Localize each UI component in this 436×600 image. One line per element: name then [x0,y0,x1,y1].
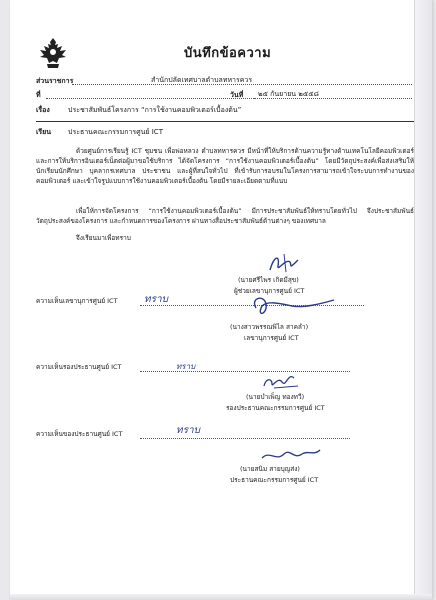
signature-3 [258,368,302,394]
memo-title: บันทึกข้อความ [184,46,272,61]
agency-value: สำนักปลัดเทศบาลตำบลทหารควร [151,76,253,84]
memo-page [10,0,432,600]
agency-label: ส่วนราชการ [36,77,74,85]
closing-line: จึงเรียนมาเพื่อทราบ [76,234,131,242]
signer-2-title: เลขานุการศูนย์ ICT [244,334,299,342]
ref-line [46,98,256,99]
date-value: ๒๕ กันยายน ๒๕๕๘ [258,90,319,98]
signer-1-title: ผู้ช่วยเลขานุการศูนย์ ICT [234,287,305,295]
comment-3-line [140,438,350,439]
to-label: เรียน [36,128,52,136]
signer-4-title: ประธานคณะกรรมการศูนย์ ICT [230,476,319,484]
comment-1-label: ความเห็นเลขานุการศูนย์ ICT [36,297,118,305]
signer-3-name: (นายบำเพ็ญ ทองทวี) [246,393,305,401]
signature-4 [258,444,322,466]
page-edge-shadow [414,0,432,600]
signature-2 [242,292,338,322]
signer-2-name: (นางสาวพรรณพิไล สาคลำ) [230,323,309,331]
date-label: วันที่ [230,91,244,99]
comment-1-handwriting: ทราบ [144,294,168,305]
body-paragraph-2: เพื่อให้การจัดโครงการ “การใช้งานคอมพิวเตอร์เบื้องต้น” มีการประชาสัมพันธ์ให้ทราบโดยทั่วไป จึงประชาสัมพันธ์วัตถุประสงค์ของโครงการ และกำหนดการของโครงการ ผ่านทางสื่อประชาสัมพันธ์ด้านต่างๆ ของเทศบาล [36,207,414,225]
comment-2-handwriting: ทราบ [176,362,196,371]
comment-2-label: ความเห็นรองประธานศูนย์ ICT [36,363,122,371]
ref-label: ที่ [36,91,41,99]
page-bottom-shadow [10,594,432,600]
signer-1-name: (นายศรีไพร เกิดมีสุข) [238,276,299,284]
signature-1 [264,252,304,276]
signer-3-title: รองประธานคณะกรรมการศูนย์ ICT [226,404,325,412]
body-paragraph-1: ด้วยศูนย์การเรียนรู้ ICT ชุมชน เพื่อพ่อหลวง ตำบลทหารควร มีหน้าที่ให้บริการด้านความรู้ทางด้านเทคโนโลยีคอมพิวเตอร์ และการให้บริการอินเตอร์เน็ตต่อผู้มาขอใช้บริการ ได้จัดโครงการ “การใช้งานคอมพิวเตอร์เบื้องต้น” โดยมีวัตถุประสงค์เพื่อส่งเสริมให้นักเรียนนักศึกษา บุคลากรเทศบาล ประชาชน และผู้ที่สนใจทั่วไป ที่เข้ารับการอบรมในโครงการสามารถเข้าใจระบบการทำงานของคอมพิวเตอร์ และเข้าใจรูปแบบการใช้งานคอมพิวเตอร์เบื้องต้น โดยมีรายละเอียดตามที่แนบ [36,147,414,185]
signer-4-name: (นายสนิม สายบุญส่ง) [240,465,300,473]
garuda-emblem-icon [38,36,68,70]
subject-value: ประชาสัมพันธ์โครงการ “การใช้งานคอมพิวเตอร์เบื้องต้น” [68,106,242,114]
header-divider [36,121,414,122]
comment-3-label: ความเห็นของประธานศูนย์ ICT [36,430,123,438]
to-value: ประธานคณะกรรมการศูนย์ ICT [68,128,163,136]
comment-3-handwriting: ทราบ [176,425,200,436]
comment-2-line [140,371,350,372]
subject-label: เรื่อง [36,106,50,114]
